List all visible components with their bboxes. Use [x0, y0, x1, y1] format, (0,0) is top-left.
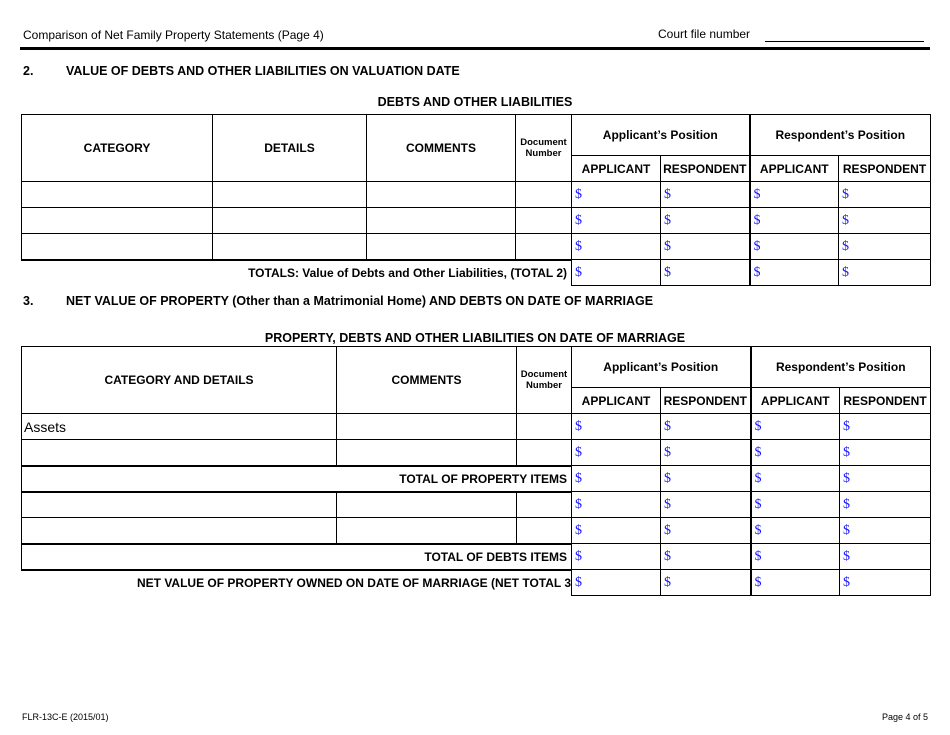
debts-table-title: DEBTS AND OTHER LIABILITIES: [377, 95, 573, 109]
total-property-row: [22, 466, 931, 492]
respondent-respondent-amount[interactable]: $: [839, 234, 931, 260]
comments-field[interactable]: [337, 440, 517, 466]
total-applicant-applicant[interactable]: $: [572, 260, 661, 286]
document-number-field[interactable]: [517, 440, 572, 466]
respondent-respondent-amount[interactable]: $: [839, 208, 931, 234]
applicant-applicant-amount[interactable]: $: [572, 208, 661, 234]
applicant-respondent-amount[interactable]: $: [661, 414, 751, 440]
respondent-applicant-amount[interactable]: $: [751, 414, 840, 440]
net-respondent-applicant[interactable]: $: [751, 570, 840, 596]
court-file-number-field[interactable]: [765, 41, 924, 42]
col-header-document-number: Document Number: [517, 347, 572, 414]
category-details-field[interactable]: [22, 440, 337, 466]
property-respondent-applicant[interactable]: $: [751, 466, 840, 492]
comments-field[interactable]: [337, 492, 517, 518]
table-row: [22, 492, 931, 518]
court-file-label: Court file number: [658, 27, 751, 41]
net-value-label: NET VALUE OF PROPERTY OWNED ON DATE OF MARRIAGE (NET TOTAL 3: [136, 576, 571, 590]
col-header-respondent-1: RESPONDENT: [661, 156, 750, 182]
document-number-field[interactable]: [517, 518, 572, 544]
respondent-applicant-amount[interactable]: $: [751, 492, 840, 518]
marriage-property-table: [21, 346, 931, 596]
applicant-respondent-amount[interactable]: $: [661, 208, 750, 234]
applicant-applicant-amount[interactable]: $: [572, 414, 661, 440]
applicant-applicant-amount[interactable]: $: [572, 182, 661, 208]
table-row: [22, 414, 931, 440]
debts-respondent-applicant[interactable]: $: [751, 544, 840, 570]
debts-applicant-applicant[interactable]: $: [572, 544, 661, 570]
total-respondent-applicant[interactable]: $: [750, 260, 839, 286]
totals-row: [22, 260, 931, 286]
category-details-field[interactable]: [22, 492, 337, 518]
applicant-applicant-amount[interactable]: $: [572, 440, 661, 466]
table-row: [22, 208, 931, 234]
col-header-respondent-position: Respondent’s Position: [751, 347, 931, 388]
col-header-respondent-position: Respondent’s Position: [750, 115, 931, 156]
net-applicant-respondent[interactable]: $: [661, 570, 751, 596]
section-3-title: NET VALUE OF PROPERTY (Other than a Matrimonial Home) AND DEBTS ON DATE OF MARRIAGE: [66, 294, 654, 308]
table-row: [22, 518, 931, 544]
category-field[interactable]: [22, 234, 213, 260]
applicant-applicant-amount[interactable]: $: [572, 492, 661, 518]
details-field[interactable]: [213, 208, 367, 234]
details-field[interactable]: [213, 234, 367, 260]
respondent-respondent-amount[interactable]: $: [840, 492, 931, 518]
table-row: [22, 440, 931, 466]
col-header-applicant-position: Applicant’s Position: [572, 347, 751, 388]
col-header-applicant-1: APPLICANT: [572, 388, 661, 414]
total-respondent-respondent[interactable]: $: [839, 260, 931, 286]
category-details-field[interactable]: [22, 518, 337, 544]
debts-respondent-respondent[interactable]: $: [840, 544, 931, 570]
section-3-number: 3.: [23, 294, 34, 308]
respondent-respondent-amount[interactable]: $: [840, 440, 931, 466]
respondent-applicant-amount[interactable]: $: [750, 208, 839, 234]
section-2-number: 2.: [23, 64, 34, 78]
comments-field[interactable]: [367, 208, 516, 234]
total-property-label: TOTAL OF PROPERTY ITEMS: [22, 466, 572, 492]
property-applicant-applicant[interactable]: $: [572, 466, 661, 492]
document-number-field[interactable]: [517, 414, 572, 440]
category-field[interactable]: [22, 182, 213, 208]
applicant-respondent-amount[interactable]: $: [661, 440, 751, 466]
property-respondent-respondent[interactable]: $: [840, 466, 931, 492]
form-title: Comparison of Net Family Property Statements (Page 4): [23, 28, 324, 42]
table-row: [22, 234, 931, 260]
net-total-row: [22, 570, 931, 596]
category-field[interactable]: [22, 208, 213, 234]
comments-field[interactable]: [367, 182, 516, 208]
col-header-comments: COMMENTS: [337, 347, 517, 414]
details-field[interactable]: [213, 182, 367, 208]
document-number-field[interactable]: [517, 492, 572, 518]
document-number-field[interactable]: [516, 182, 572, 208]
totals-label: TOTALS: Value of Debts and Other Liabilities, (TOTAL 2): [248, 266, 567, 280]
col-header-applicant-2: APPLICANT: [750, 156, 839, 182]
col-header-details: DETAILS: [213, 115, 367, 182]
assets-label: Assets: [22, 414, 337, 440]
total-debts-label: TOTAL OF DEBTS ITEMS: [22, 544, 572, 570]
form-id: FLR-13C-E (2015/01): [22, 712, 109, 722]
applicant-applicant-amount[interactable]: $: [572, 518, 661, 544]
col-header-category: CATEGORY: [22, 115, 213, 182]
page-number: Page 4 of 5: [881, 712, 928, 722]
net-applicant-applicant[interactable]: $: [572, 570, 661, 596]
col-header-respondent-2: RESPONDENT: [839, 156, 931, 182]
col-header-applicant-position: Applicant’s Position: [572, 115, 750, 156]
col-header-respondent-2: RESPONDENT: [840, 388, 931, 414]
document-number-field[interactable]: [516, 208, 572, 234]
comments-field[interactable]: [367, 234, 516, 260]
net-respondent-respondent[interactable]: $: [840, 570, 931, 596]
respondent-applicant-amount[interactable]: $: [750, 182, 839, 208]
respondent-respondent-amount[interactable]: $: [840, 414, 931, 440]
col-header-applicant-1: APPLICANT: [572, 156, 661, 182]
table-row: [22, 182, 931, 208]
header-rule: [20, 47, 930, 50]
comments-field[interactable]: [337, 414, 517, 440]
col-header-comments: COMMENTS: [367, 115, 516, 182]
total-applicant-respondent[interactable]: $: [661, 260, 750, 286]
applicant-respondent-amount[interactable]: $: [661, 518, 751, 544]
respondent-applicant-amount[interactable]: $: [750, 234, 839, 260]
col-header-respondent-1: RESPONDENT: [661, 388, 751, 414]
respondent-applicant-amount[interactable]: $: [751, 440, 840, 466]
marriage-table-title: PROPERTY, DEBTS AND OTHER LIABILITIES ON DATE OF MARRIAGE: [264, 331, 686, 345]
applicant-applicant-amount[interactable]: $: [572, 234, 661, 260]
section-2-title: VALUE OF DEBTS AND OTHER LIABILITIES ON VALUATION DATE: [66, 64, 460, 78]
total-debts-row: [22, 544, 931, 570]
respondent-respondent-amount[interactable]: $: [840, 518, 931, 544]
document-number-field[interactable]: [516, 234, 572, 260]
col-header-document-number: Document Number: [516, 115, 572, 182]
debts-table: [21, 114, 931, 286]
respondent-respondent-amount[interactable]: $: [839, 182, 931, 208]
comments-field[interactable]: [337, 518, 517, 544]
col-header-applicant-2: APPLICANT: [751, 388, 840, 414]
applicant-respondent-amount[interactable]: $: [661, 492, 751, 518]
col-header-category-details: CATEGORY AND DETAILS: [22, 347, 337, 414]
applicant-respondent-amount[interactable]: $: [661, 234, 750, 260]
applicant-respondent-amount[interactable]: $: [661, 182, 750, 208]
property-applicant-respondent[interactable]: $: [661, 466, 751, 492]
respondent-applicant-amount[interactable]: $: [751, 518, 840, 544]
debts-applicant-respondent[interactable]: $: [661, 544, 751, 570]
